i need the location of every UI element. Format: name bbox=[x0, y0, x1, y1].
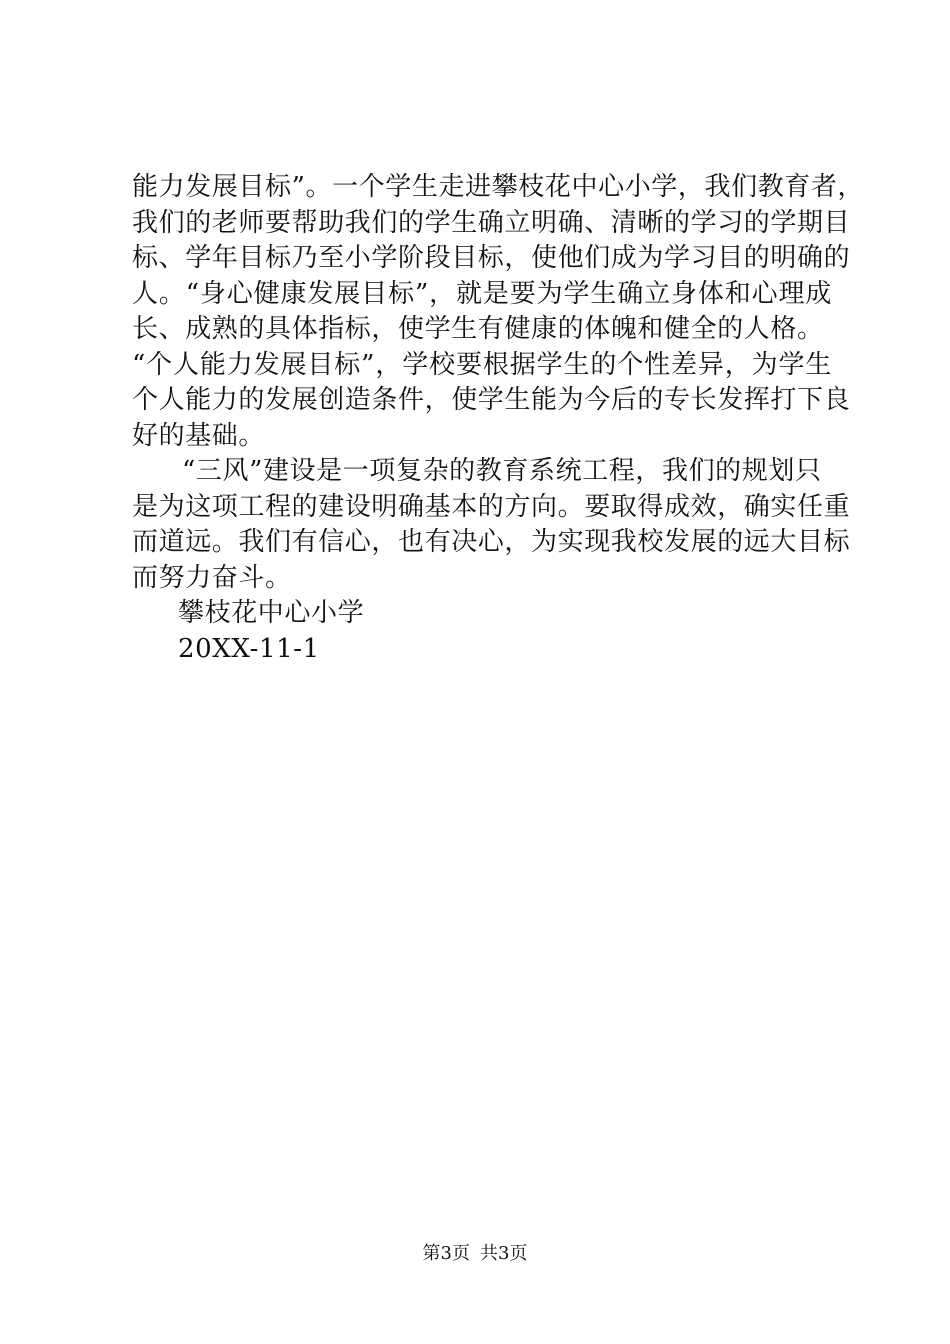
paragraph-line: 而努力奋斗。 bbox=[132, 562, 292, 593]
signature-date: 20XX-11-1 bbox=[178, 633, 320, 664]
signature-school: 攀枝花中心小学 bbox=[178, 598, 365, 628]
paragraph-line: 我们的老师要帮助我们的学生确立明确、清晰的学习的学期目 bbox=[132, 207, 851, 238]
paragraph-line: “个人能力发展目标”，学校要根据学生的个性差异，为学生 bbox=[132, 349, 832, 380]
paragraph-line: 人。“身心健康发展目标”，就是要为学生确立身体和心理成 bbox=[132, 278, 832, 309]
paragraph-line: 个人能力的发展创造条件，使学生能为今后的专长发挥打下良 bbox=[132, 385, 851, 415]
paragraph-line: 是为这项工程的建设明确基本的方向。要取得成效，确实任重 bbox=[132, 491, 851, 522]
paragraph-line: 长、成熟的具体指标，使学生有健康的体魄和健全的人格。 bbox=[132, 314, 824, 344]
paragraph-line: 而道远。我们有信心，也有决心，为实现我校发展的远大目标 bbox=[132, 527, 851, 557]
paragraph-line: 好的基础。 bbox=[132, 420, 266, 451]
page-footer bbox=[0, 1242, 950, 1266]
page-number: 第3页 bbox=[422, 1243, 470, 1264]
paragraph-line: 能力发展目标”。一个学生走进攀枝花中心小学，我们教育者， bbox=[132, 172, 865, 202]
paragraph-line: “三风”建设是一项复杂的教育系统工程，我们的规划只 bbox=[182, 456, 822, 486]
page-total: 共3页 bbox=[480, 1243, 528, 1264]
paragraph-line: 标、学年目标乃至小学阶段目标，使他们成为学习目的明确的 bbox=[132, 243, 851, 273]
document-body bbox=[132, 170, 865, 667]
